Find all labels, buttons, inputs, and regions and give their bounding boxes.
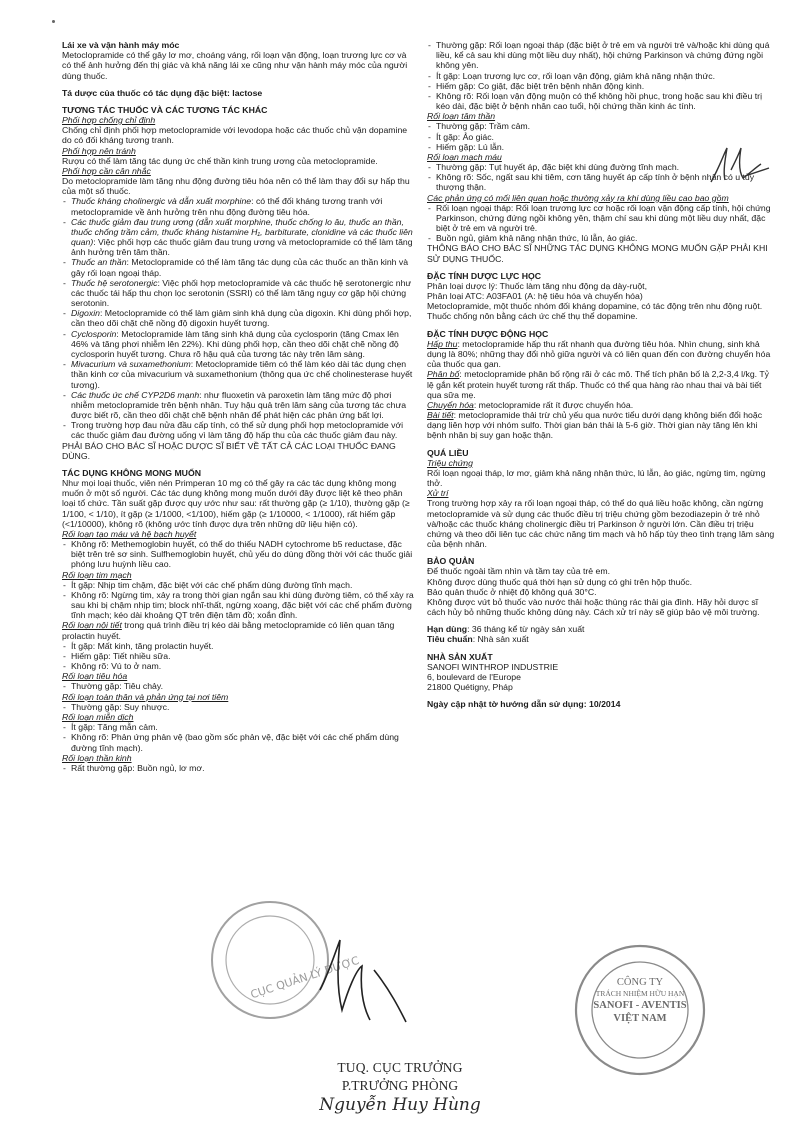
doctor-notice: PHẢI BÁO CHO BÁC SĨ HOẶC DƯỢC SĨ BIẾT VỀ TẤT CẢ CÁC LOẠI THUỐC ĐANG DÙNG.: [62, 440, 396, 461]
symptoms-text: Rối loạn ngoại tháp, lơ mơ, giảm khả năng nhận thức, lú lẫn, ảo giác, ngừng tim, ngừng thở.: [427, 467, 766, 489]
highdose-list: [427, 203, 775, 244]
cardiac-subtitle: Rối loạn tim mạch: [62, 569, 132, 580]
company-stamp-line: SANOFI - AVENTIS: [593, 999, 687, 1011]
list-item: - Mivacurium và suxamethonium: Metoclopramide tiêm có thể làm kéo dài tác dụng chẹn thần kinh cơ của mivacurium và suxamethonium (thông qua ức chế cholinesterase huyết tương).: [62, 359, 416, 390]
nerve-list-left: [62, 763, 416, 773]
list-item: - Hiếm gặp: Lú lẫn.: [427, 142, 775, 152]
list-item: - Trong trường hợp đau nửa đầu cấp tính, có thể sử dụng phối hợp metoclopramide với các thuốc giảm đau đường uống vì làm tăng độ hấp thu của các thuốc giảm đau này.: [62, 420, 416, 440]
pd-title: ĐẶC TÍNH DƯỢC LỰC HỌC: [427, 270, 542, 281]
list-item: - Rất thường gặp: Buồn ngủ, lơ mơ.: [62, 763, 416, 773]
immune-subtitle: Rối loạn miễn dịch: [62, 712, 134, 722]
signature-name: Nguyễn Huy Hùng: [319, 1094, 481, 1115]
manufacturer-title: NHÀ SẢN XUẤT: [427, 651, 493, 662]
highdose-subtitle: Các phản ứng có mối liên quan hoặc thường xảy ra khi dùng liều cao bao gồm: [427, 192, 729, 203]
pd-line: Metoclopramide, một thuốc nhóm đối kháng dopamine, có tác động trên nhu động ruột. Thuốc chống nôn bằng cách ức chế thụ thể dopamine.: [427, 301, 763, 322]
list-item: - Ít gặp: Nhịp tim chậm, đặc biệt với các chế phẩm dùng đường tĩnh mạch.: [62, 580, 416, 590]
signature-title: TUQ. CỤC TRƯỞNG: [337, 1060, 463, 1075]
storage-line: Để thuốc ngoài tầm nhìn và tầm tay của trẻ em.: [427, 566, 611, 577]
contra-text: Chống chỉ định phối hợp metoclopramide với levodopa hoặc các thuốc chủ vận dopamine do có đối kháng tương tranh.: [62, 125, 408, 146]
notify-notice: THÔNG BÁO CHO BÁC SĨ NHỮNG TÁC DỤNG KHÔNG MONG MUỐN GẶP PHẢI KHI SỬ DỤNG THUỐC.: [427, 243, 768, 264]
list-item: - Buồn ngủ, giảm khả năng nhận thức, lú lẫn, ảo giác.: [427, 233, 775, 243]
stamp-text: CỤC QUẢN LÝ DƯỢC: [248, 953, 361, 1002]
driving-text: Metoclopramide có thể gây lơ mơ, choáng váng, rối loạn vận động, loạn trương lực cơ và có thể ảnh hưởng đến thị giác và khả năng lái xe cũng như vận hành máy móc của người dùng thuốc.: [62, 50, 408, 81]
symptoms-subtitle: Triệu chứng: [427, 457, 473, 468]
blood-subtitle: Rối loạn tạo máu và hệ bạch huyết: [62, 528, 197, 539]
updated-date: Ngày cập nhật tờ hướng dẫn sử dụng: 10/2014: [427, 699, 621, 710]
company-stamp-line: VIỆT NAM: [613, 1012, 667, 1024]
list-item: - Rối loạn ngoại tháp: Rối loạn trương lực cơ hoặc rối loạn vận động cấp tính, hội chứng Parkinson, chứng đứng ngồi không yên, thậm chí sau khi dùng một liều duy nhất, đặc biệt ở trẻ em và người trẻ.: [427, 203, 775, 234]
manufacturer-line: 21800 Quétigny, Pháp: [427, 682, 513, 693]
general-list: [62, 702, 416, 712]
pk-title: ĐẶC TÍNH DƯỢC ĐỘNG HỌC: [427, 328, 549, 339]
list-item: - Không rõ: Methemoglobin huyết, có thể do thiếu NADH cytochrome b5 reductase, đặc biệt trên trẻ sơ sinh. Sulfhemoglobin huyết, chủ yếu do dùng đồng thời với các thuốc giải phóng lưu huỳnh liều cao.: [62, 539, 416, 570]
list-item: - Hiếm gặp: Tiết nhiều sữa.: [62, 651, 416, 661]
handwritten-initials: [705, 140, 775, 190]
blood-list: [62, 539, 416, 570]
storage-line: Bảo quản thuốc ở nhiệt độ không quá 30°C.: [427, 586, 597, 597]
adverse-title: TÁC DỤNG KHÔNG MONG MUỐN: [62, 467, 201, 478]
list-item: - Các thuốc ức chế CYP2D6 mạnh: như fluoxetin và paroxetin làm tăng mức độ phơi nhiễm metoclopramide trên bệnh nhân. Tuy hậu quả trên lâm sàng của tương tác chưa được biết rõ, cần theo dõi chặt chẽ bệnh nhân để phát hiện các phản ứng bất lợi.: [62, 390, 416, 421]
driving-title: Lái xe và vận hành máy móc: [62, 40, 180, 50]
pk-item: Hấp thu: metoclopramide hấp thu rất nhanh qua đường tiêu hóa. Nhìn chung, sinh khả dụng là 80%; những thay đổi nhỏ giữa người và có liên quan đến con đường chuyển hóa của thuốc qua gan.: [427, 338, 771, 370]
storage-line: Không được vứt bỏ thuốc vào nước thải hoặc thùng rác thải gia đình. Hãy hỏi dược sĩ cách hủy bỏ những thuốc không dùng này. Cách xử trí này sẽ giúp bảo vệ môi trường.: [427, 596, 760, 618]
avoid-subtitle: Phối hợp nên tránh: [62, 145, 136, 156]
list-item: - Các thuốc giảm đau trung ương (dẫn xuất morphine, thuốc chống lo âu, thuốc an thần, thuốc chống trầm cảm, thuốc kháng histamine H₁, barbiturate, clonidine và các thuốc liên quan): Việc phối hợp các thuốc giảm đau trung ương và metoclopramide có thể làm tăng ảnh hưởng trên tâm thần.: [62, 217, 416, 258]
nerve-subtitle: Rối loạn thần kinh: [62, 752, 132, 763]
treatment-subtitle: Xử trí: [427, 488, 449, 499]
gi-subtitle: Rối loạn tiêu hóa: [62, 671, 128, 682]
pk-item: Phân bố: metoclopramide phân bố rộng rãi ở các mô. Thể tích phân bố là 2,2-3,4 l/kg. Tỷ lệ gắn kết protein huyết tương rất thấp. Thuốc có thể qua hàng rào nhau thai và bài tiết qua sữa mẹ.: [427, 369, 769, 400]
list-item: - Ít gặp: Loạn trương lực cơ, rối loạn vận động, giảm khả năng nhận thức.: [427, 71, 775, 81]
list-item: - Thường gặp: Tiêu chảy.: [62, 681, 416, 691]
list-item: - Digoxin: Metoclopramide có thể làm giảm sinh khả dụng của digoxin. Khi dùng phối hợp, cần theo dõi chặt chẽ nồng độ digoxin huyết tương.: [62, 308, 416, 328]
list-item: - Thuốc an thần: Metoclopramide có thể làm tăng tác dụng của các thuốc an thần kinh và gây rối loạn ngoại tháp.: [62, 257, 416, 277]
immune-list: [62, 722, 416, 753]
shelf-life: Hạn dùng: 36 tháng kể từ ngày sản xuất: [427, 624, 585, 635]
adverse-text: Như mọi loại thuốc, viên nén Primperan 10 mg có thể gây ra các tác dụng không mong muốn ở một số người. Các tác dụng không mong muốn dưới đây được liệt kê theo phân loại tổ chức. Tần suất gặp được quy ước như sau: rất thường gặp (≥ 1/10), thường gặp (≥ 1/100, < 1/10), ít gặp (≥ 1/1000, <1/100), hiếm gặp (≥ 1/10000, < 1/1000), rất hiếm gặp (<1/10000), không rõ (không ước tính được dựa trên những dữ liệu hiện có).: [62, 478, 410, 529]
list-item: - Không rõ: Vú to ở nam.: [62, 661, 416, 671]
endocrine-paragraph: Rối loạn nội tiết trong quá trình điều trị kéo dài bằng metoclopramide có liên quan tăng prolactin huyết.: [62, 620, 395, 641]
vascular-subtitle: Rối loạn mạch máu: [427, 151, 502, 162]
manufacturer-line: SANOFI WINTHROP INDUSTRIE: [427, 661, 559, 672]
storage-title: BẢO QUẢN: [427, 556, 475, 567]
list-item: - Cyclosporin: Metoclopramide làm tăng sinh khả dụng của cyclosporin (tăng Cmax lên 46% và tăng phơi nhiễm lên 22%). Khi dùng phối hợp, cần theo dõi chặt chẽ nồng độ cyclosporin huyết tương. Chưa rõ hậu quả của tương tác này trên lâm sàng.: [62, 329, 416, 360]
cardiac-list: [62, 580, 416, 621]
excipient-note: Tá dược của thuốc có tác dụng đặc biệt: lactose: [62, 87, 263, 98]
list-item: - Thường gặp: Tụt huyết áp, đặc biệt khi dùng đường tĩnh mạch.: [427, 162, 775, 172]
standard: Tiêu chuẩn: Nhà sản xuất: [427, 634, 529, 645]
manufacturer-line: 6, boulevard de l'Europe: [427, 671, 521, 682]
list-item: - Ít gặp: Ảo giác.: [427, 132, 775, 142]
list-item: - Ít gặp: Tăng mẫn cảm.: [62, 722, 416, 732]
scan-mark: [52, 20, 55, 23]
pd-line: Phân loại dược lý: Thuốc làm tăng nhu động dạ dày-ruột,: [427, 280, 647, 291]
list-item: - Ít gặp: Mất kinh, tăng prolactin huyết.: [62, 641, 416, 651]
company-stamp-line: CÔNG TY: [616, 977, 664, 988]
company-stamp: [570, 940, 710, 1080]
list-item: - Hiếm gặp: Co giật, đặc biệt trên bệnh nhân động kinh.: [427, 81, 775, 91]
signature-block: [300, 1060, 500, 1115]
overdose-title: QUÁ LIỀU: [427, 447, 469, 458]
caution-subtitle: Phối hợp cần cân nhắc: [62, 165, 151, 176]
pk-item: Bài tiết: metoclopramide thải trừ chủ yếu qua nước tiểu dưới dạng không biến đổi hoặc dạng liên hợp với nhóm sulfo. Thời gian bán thải là 5-6 giờ. Thời gian này tăng lên khi bệnh nhân bị suy gan hoặc thận.: [427, 410, 763, 441]
pk-item: Chuyển hóa: metoclopramide rất ít được chuyển hóa.: [427, 399, 634, 410]
list-item: - Thuốc kháng cholinergic và dẫn xuất morphine: có thể đối kháng tương tranh với metoclopramide về ảnh hưởng trên nhu động đường tiêu hóa.: [62, 196, 416, 216]
avoid-text: Rượu có thể làm tăng tác dụng ức chế thần kinh trung ương của metoclopramide.: [62, 155, 378, 166]
psych-subtitle: Rối loạn tâm thần: [427, 111, 496, 122]
list-item: - Thường gặp: Suy nhược.: [62, 702, 416, 712]
pd-line: Phân loại ATC: A03FA01 (A: hệ tiêu hóa và chuyển hóa): [427, 291, 643, 302]
list-item: - Không rõ: Sốc, ngất sau khi tiêm, cơn tăng huyết áp cấp tính ở bệnh nhân có u tủy thượng thận.: [427, 172, 775, 192]
nerve-list-right: [427, 40, 775, 111]
list-item: - Không rõ: Rối loạn vận động muộn có thể không hồi phục, trong hoặc sau khi điều trị kéo dài, đặc biệt ở bệnh nhân cao tuổi, hội chứng thần kinh ác tính.: [427, 91, 775, 111]
signature-role: P.TRƯỞNG PHÒNG: [341, 1077, 459, 1093]
storage-line: Không được dùng thuốc quá thời hạn sử dụng có ghi trên hộp thuốc.: [427, 576, 693, 587]
general-subtitle: Rối loạn toàn thân và phản ứng tại nơi tiêm: [62, 691, 229, 702]
contra-subtitle: Phối hợp chống chỉ định: [62, 115, 156, 126]
list-item: - Thường gặp: Trầm cảm.: [427, 121, 775, 131]
company-stamp-line: TRÁCH NHIỆM HỮU HẠN: [595, 989, 685, 999]
left-column: [62, 40, 416, 773]
interactions-title: TƯƠNG TÁC THUỐC VÀ CÁC TƯƠNG TÁC KHÁC: [62, 104, 268, 115]
list-item: - Thuốc hệ serotonergic: Việc phối hợp metoclopramide và các thuốc hệ serotonergic như các thuốc tái hấp thu chọn lọc serotonin (SSRI) có thể làm tăng nguy cơ gặp hội chứng serotonin.: [62, 278, 416, 309]
list-item: - Không rõ: Ngừng tim, xảy ra trong thời gian ngắn sau khi dùng đường tiêm, có thể xảy ra sau khi bị chậm nhịp tim; block nhĩ-thất, ngừng xoang, đặc biệt với các chế phẩm đường tĩnh mạch; kéo dài khoảng QT trên điện tâm đồ; xoắn đỉnh.: [62, 590, 416, 621]
caution-list: [62, 196, 416, 440]
gi-list: [62, 681, 416, 691]
treatment-text: Trong trường hợp xảy ra rối loạn ngoại tháp, có thể do quá liều hoặc không, cần ngừng metoclopramide và sử dụng các thuốc điều trị triệu chứng gồm bezodiazepin ở trẻ nhỏ và/hoặc các thuốc kháng cholinergic điều trị Parkinson ở người lớn. Cần điều trị triệu chứng và theo dõi liên tục các chức năng tim mạch và hô hấp tùy theo tình trạng lâm sàng của bệnh nhân.: [427, 498, 775, 550]
caution-text: Do metoclopramide làm tăng nhu động đường tiêu hóa nên có thể làm thay đổi sự hấp thu của một số thuốc.: [62, 176, 410, 197]
signature-mark: [290, 930, 430, 1030]
list-item: - Thường gặp: Rối loạn ngoại tháp (đặc biệt ở trẻ em và người trẻ và/hoặc khi dùng quá liều, kể cả sau khi dùng một liều duy nhất), hội chứng Parkinson và chứng đứng ngồi không yên.: [427, 40, 775, 71]
list-item: - Không rõ: Phản ứng phản vệ (bao gồm sốc phản vệ, đặc biệt với các chế phẩm dùng đường tĩnh mạch).: [62, 732, 416, 752]
endocrine-list: [62, 641, 416, 672]
endocrine-subtitle: Rối loạn nội tiết: [62, 620, 122, 631]
